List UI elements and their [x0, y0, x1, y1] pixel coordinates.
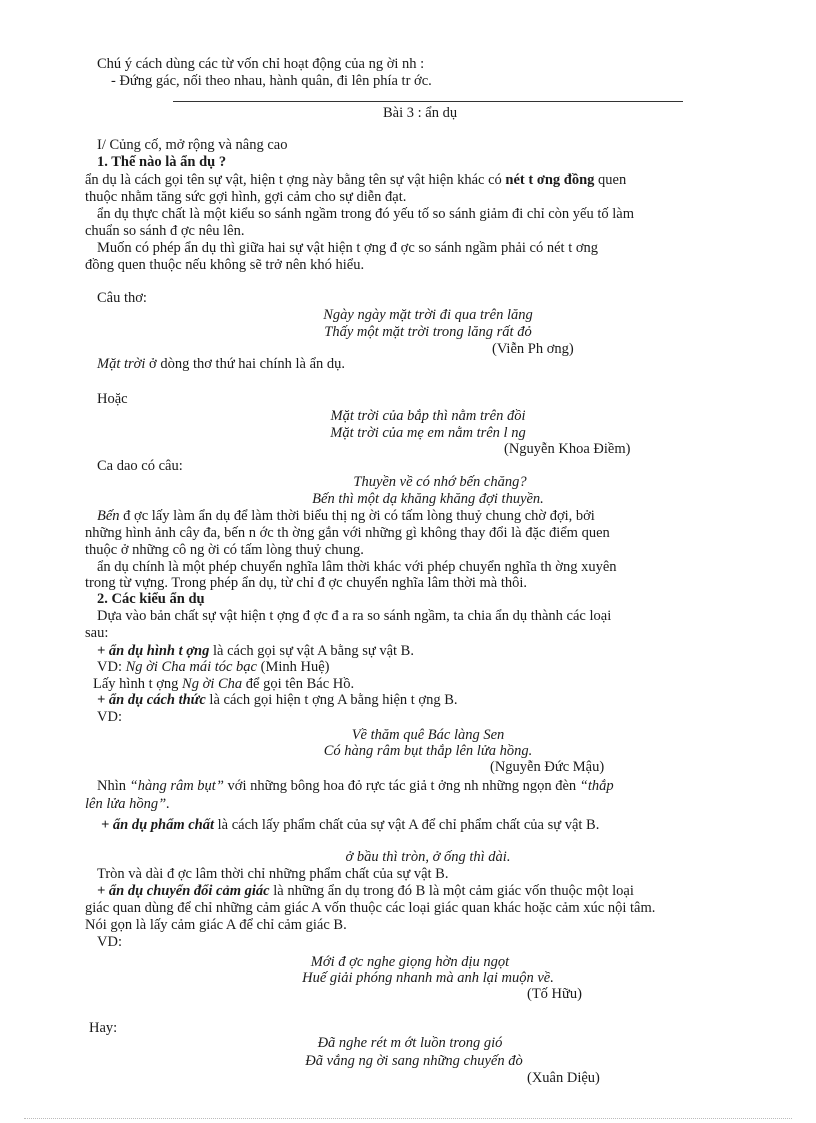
poem-line: Huế giải phóng nhanh mà anh lại muộn về. [302, 970, 554, 986]
q1-heading: 1. Thế nào là ẩn dụ ? [97, 154, 227, 170]
q2-paragraph-cont: sau: [85, 625, 109, 641]
type1-definition: + ẩn dụ hình t ợng là cách gọi sự vật A bằng sự vật B. [97, 643, 414, 659]
type2-explanation-cont: lên lửa hồng”. [85, 796, 170, 812]
type2-explanation: Nhìn “hàng râm bụt” với những bông hoa đỏ rực tác giả t ởng nh những ngọn đèn “thắp [97, 778, 614, 794]
poem-line: Có hàng râm bụt thắp lên lửa hồng. [323, 743, 533, 759]
q1-paragraph-3: Muốn có phép ẩn dụ thì giữa hai sự vật hiện t ợng đ ợc so sánh ngầm phải có nét t ơng [97, 240, 599, 256]
q1-paragraph-2: ẩn dụ thực chất là một kiểu so sánh ngầm trong đó yếu tố so sánh giảm đi chỉ còn yếu tố làm [97, 206, 635, 222]
type4-definition: + ẩn dụ chuyển đổi cảm giác là những ẩn dụ trong đó B là một cảm giác vốn thuộc một loại [97, 883, 634, 899]
example-line: ở bầu thì tròn, ở ống thì dài. [345, 849, 511, 865]
type4-definition-cont: Nói gọn là lấy cảm giác A để chỉ cảm giác B. [85, 917, 347, 933]
type4-vd-label: VD: [97, 934, 122, 950]
poem-line: Thuyền về có nhớ bến chăng? [353, 474, 527, 490]
page-bottom-border [24, 1118, 792, 1119]
poem-line: Mặt trời của mẹ em nằm trên l ng [330, 425, 526, 441]
intro-note: Chú ý cách dùng các từ vốn chỉ hoạt động của ng ời nh : [97, 56, 425, 72]
poem-line: Mới đ ợc nghe giọng hờn dịu ngọt [310, 954, 510, 970]
example3-label: Ca dao có câu: [97, 458, 183, 474]
poem-line: Bến thì một dạ khăng khăng đợi thuyền. [312, 491, 544, 507]
q1-paragraph-1-cont: thuộc nhằm tăng sức gợi hình, gợi cảm cho sự diễn đạt. [85, 189, 407, 205]
poem-line: Ngày ngày mặt trời đi qua trên lăng [323, 307, 533, 323]
poem-author: (Xuân Diệu) [527, 1070, 600, 1086]
separator-line [173, 101, 683, 102]
poem-author: (Nguyễn Đức Mậu) [490, 759, 605, 775]
q1-paragraph-3-cont: đồng quen thuộc nếu không sẽ trở nên khó hiểu. [85, 257, 365, 273]
example3-paragraph-cont: những hình ảnh cây đa, bến n ớc th ờng gắn với những gì không thay đổi là đặc điểm quen [85, 525, 610, 541]
poem-line: Mặt trời của bắp thì nằm trên đồi [330, 408, 526, 424]
q2-heading: 2. Các kiểu ẩn dụ [97, 591, 205, 607]
q1-paragraph-1: ẩn dụ là cách gọi tên sự vật, hiện t ợng này bằng tên sự vật hiện khác có nét t ơng đồng quen [85, 172, 627, 188]
example2-label: Hoặc [97, 391, 128, 407]
type1-example: VD: Ng ời Cha mái tóc bạc (Minh Huệ) [97, 659, 330, 675]
poem-line: Thấy một mặt trời trong lăng rất đỏ [324, 324, 532, 340]
type3-explanation: Tròn và dài đ ợc lâm thời chỉ những phẩm chất của sự vật B. [97, 866, 449, 882]
section-heading: I/ Củng cố, mở rộng và nâng cao [97, 137, 288, 153]
q2-paragraph: Dựa vào bản chất sự vật hiện t ợng đ ợc đ a ra so sánh ngầm, ta chia ẩn dụ thành các loại [97, 608, 612, 624]
type1-explanation: Lấy hình t ợng Ng ời Cha để gọi tên Bác Hồ. [93, 676, 355, 692]
q1-paragraph-2-cont: chuẩn so sánh đ ợc nêu lên. [85, 223, 245, 239]
type3-definition: + ẩn dụ phẩm chất là cách lấy phẩm chất của sự vật A để chỉ phẩm chất của sự vật B. [101, 817, 600, 833]
example3-paragraph: Bến đ ợc lấy làm ẩn dụ để làm thời biểu thị ng ời có tấm lòng thuỷ chung chờ đợi, bởi [97, 508, 595, 524]
type2-vd-label: VD: [97, 709, 122, 725]
example3-paragraph-2: ẩn dụ chính là một phép chuyển nghĩa lâm thời khác với phép chuyển nghĩa th ờng xuyên [97, 559, 617, 575]
example1-label: Câu thơ: [97, 290, 147, 306]
example-last-label: Hay: [89, 1020, 118, 1036]
type4-definition-cont: giác quan dùng để chỉ những cảm giác A vốn thuộc các loại giác quan khác hoặc cảm xúc nội tâm. [85, 900, 656, 916]
lesson-title: Bài 3 : ẩn dụ [383, 105, 458, 121]
example1-note: Mặt trời ở dòng thơ thứ hai chính là ẩn dụ. [97, 356, 346, 372]
example3-paragraph-2-cont: trong từ vựng. Trong phép ẩn dụ, từ chỉ đ ợc chuyển nghĩa lâm thời mà thôi. [85, 575, 528, 591]
type2-definition: + ẩn dụ cách thức là cách gọi hiện t ợng A bằng hiện t ợng B. [97, 692, 458, 708]
poem-line: Về thăm quê Bác làng Sen [351, 727, 505, 743]
poem-line: Đã vắng ng ời sang những chuyến đò [305, 1053, 523, 1069]
example3-paragraph-cont: thuộc ở những cô ng ời có tấm lòng thuỷ chung. [85, 542, 364, 558]
poem-author: (Viễn Ph ơng) [492, 341, 574, 357]
poem-author: (Tố Hữu) [527, 986, 582, 1002]
poem-author: (Nguyễn Khoa Điềm) [504, 441, 631, 457]
intro-bullet: - Đứng gác, nối theo nhau, hành quân, đi lên phía tr ớc. [111, 73, 432, 89]
poem-line: Đã nghe rét m ớt luồn trong gió [317, 1035, 503, 1051]
